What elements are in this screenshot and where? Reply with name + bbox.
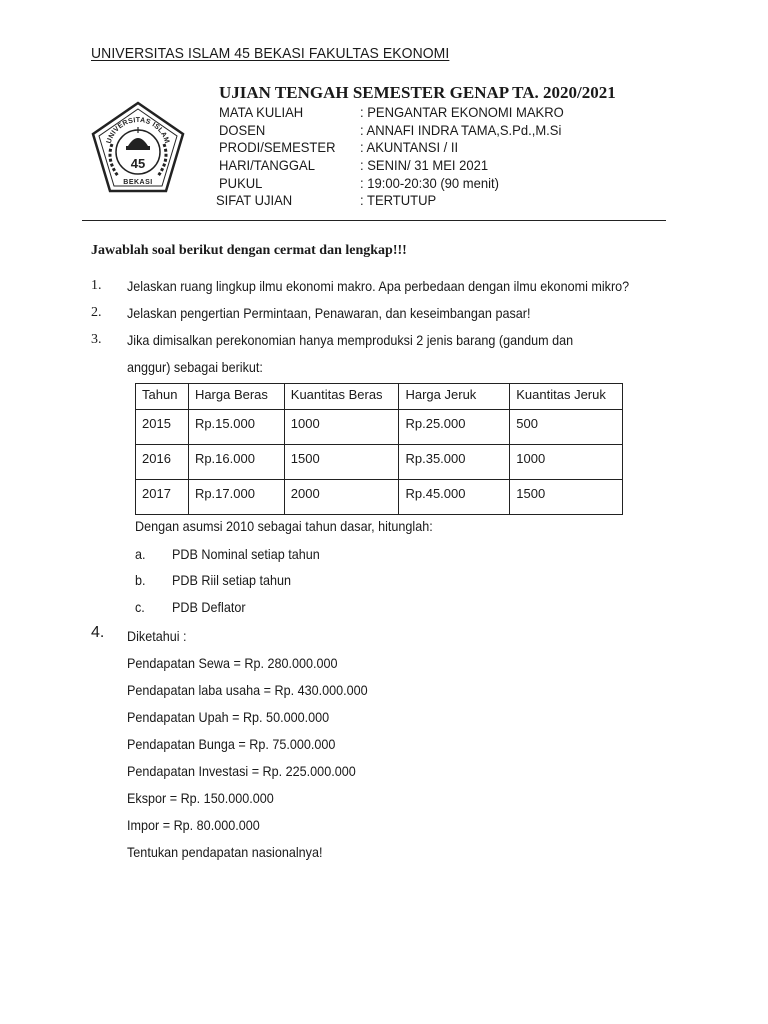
table-cell: Rp.35.000 <box>399 445 510 480</box>
question-4-number: 4. <box>91 624 105 641</box>
meta-value-date: : SENIN/ 31 MEI 2021 <box>360 157 489 173</box>
table-cell: Rp.15.000 <box>188 410 284 445</box>
meta-key-course: MATA KULIAH <box>219 104 304 120</box>
meta-value-program: : AKUNTANSI / II <box>360 139 459 155</box>
question-1-text: Jelaskan ruang lingkup ilmu ekonomi makro. Apa perbedaan dengan ilmu ekonomi mikro? <box>127 278 630 294</box>
given-item-investment: Pendapatan Investasi = Rp. 225.000.000 <box>127 763 356 779</box>
meta-key-lecturer: DOSEN <box>219 122 266 138</box>
table-row <box>136 480 623 515</box>
meta-value-exam-type: : TERTUTUP <box>360 192 437 208</box>
table-header-cell: Tahun <box>136 384 189 410</box>
table-cell: Rp.25.000 <box>399 410 510 445</box>
table-cell: 2017 <box>136 480 189 515</box>
exam-title: UJIAN TENGAH SEMESTER GENAP TA. 2020/2021 <box>219 83 616 102</box>
table-cell: 500 <box>510 410 623 445</box>
given-item-interest: Pendapatan Bunga = Rp. 75.000.000 <box>127 736 336 752</box>
question-2-text: Jelaskan pengertian Permintaan, Penawaran, dan keseimbangan pasar! <box>127 305 531 321</box>
given-item-import: Impor = Rp. 80.000.000 <box>127 817 260 833</box>
production-table <box>135 383 623 515</box>
meta-value-course: : PENGANTAR EKONOMI MAKRO <box>360 104 564 120</box>
table-cell: 1000 <box>510 445 623 480</box>
table-header-cell: Harga Jeruk <box>399 384 510 410</box>
question-3-line-1: Jika dimisalkan perekonomian hanya memproduksi 2 jenis barang (gandum dan <box>127 332 574 348</box>
logo-number: 45 <box>130 156 146 171</box>
university-header: UNIVERSITAS ISLAM 45 BEKASI FAKULTAS EKONOMI <box>91 45 450 62</box>
question-2-number: 2. <box>91 305 102 320</box>
table-cell: Rp.45.000 <box>399 480 510 515</box>
meta-value-lecturer: : ANNAFI INDRA TAMA,S.Pd.,M.Si <box>360 122 562 138</box>
table-header-cell: Kuantitas Jeruk <box>510 384 623 410</box>
sub-item-text-a: PDB Nominal setiap tahun <box>172 546 320 562</box>
table-header-cell: Kuantitas Beras <box>284 384 399 410</box>
given-item-rent: Pendapatan Sewa = Rp. 280.000.000 <box>127 655 338 671</box>
table-cell: Rp.17.000 <box>188 480 284 515</box>
question-3-line-2: anggur) sebagai berikut: <box>127 359 263 375</box>
table-cell: 1500 <box>284 445 399 480</box>
instruction: Jawablah soal berikut dengan cermat dan lengkap!!! <box>91 243 407 258</box>
meta-key-exam-type: SIFAT UJIAN <box>216 192 293 208</box>
sub-item-letter-b: b. <box>135 572 146 588</box>
sub-item-text-c: PDB Deflator <box>172 599 246 615</box>
table-cell: 1000 <box>284 410 399 445</box>
meta-value-time: : 19:00-20:30 (90 menit) <box>360 175 499 191</box>
table-header-row <box>136 384 623 410</box>
given-item-wage: Pendapatan Upah = Rp. 50.000.000 <box>127 709 330 725</box>
table-cell: 2015 <box>136 410 189 445</box>
table-cell: 1500 <box>510 480 623 515</box>
question-4-closing: Tentukan pendapatan nasionalnya! <box>127 844 323 860</box>
logo-top-text: UNIVERSITAS ISLAM <box>105 116 171 145</box>
table-row <box>136 410 623 445</box>
sub-item-text-b: PDB Riil setiap tahun <box>172 572 292 588</box>
header-divider <box>82 220 666 221</box>
table-row <box>136 445 623 480</box>
table-cell: 2000 <box>284 480 399 515</box>
sub-item-letter-a: a. <box>135 546 146 562</box>
given-item-export: Ekspor = Rp. 150.000.000 <box>127 790 274 806</box>
meta-key-program: PRODI/SEMESTER <box>219 139 336 155</box>
table-cell: Rp.16.000 <box>188 445 284 480</box>
question-1-number: 1. <box>91 278 102 293</box>
table-header-cell: Harga Beras <box>188 384 284 410</box>
question-4-intro: Diketahui : <box>127 628 187 644</box>
sub-item-letter-c: c. <box>135 599 145 615</box>
meta-key-time: PUKUL <box>219 175 263 191</box>
meta-key-date: HARI/TANGGAL <box>219 157 315 173</box>
logo-bottom-text: BEKASI <box>123 179 153 186</box>
table-cell: 2016 <box>136 445 189 480</box>
question-3-assumption: Dengan asumsi 2010 sebagai tahun dasar, hitunglah: <box>135 518 433 534</box>
given-item-profit: Pendapatan laba usaha = Rp. 430.000.000 <box>127 682 368 698</box>
question-3-number: 3. <box>91 332 102 347</box>
university-logo <box>90 100 186 196</box>
